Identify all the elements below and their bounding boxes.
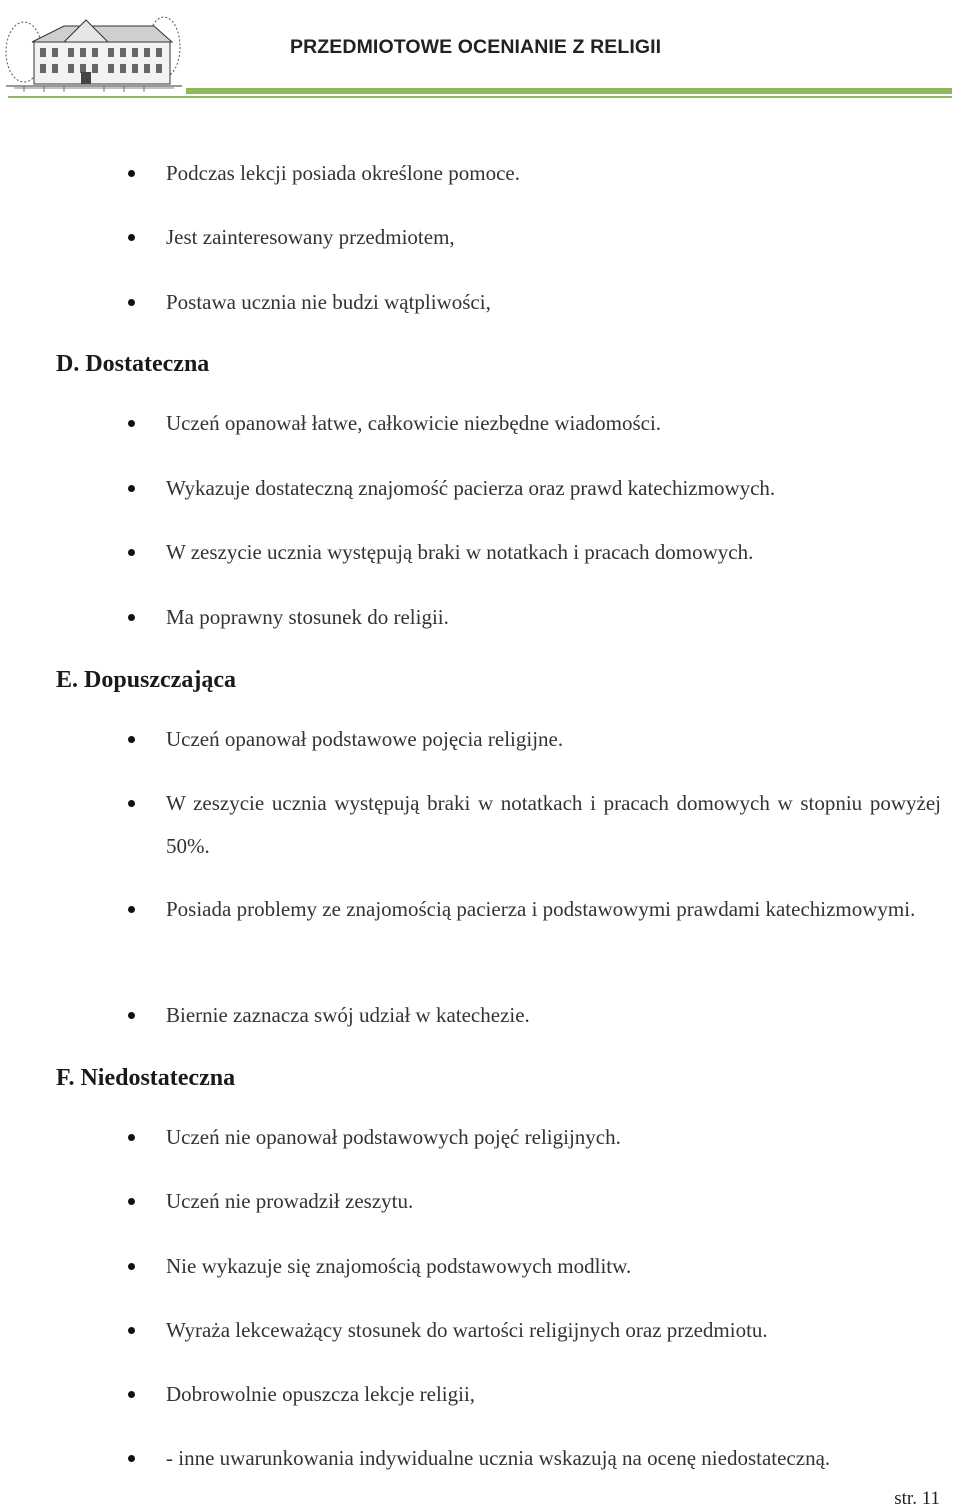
list-item: Uczeń nie prowadził zeszytu. <box>166 1180 941 1223</box>
list-item: W zeszycie ucznia występują braki w notatkach i pracach domowych. <box>166 531 941 574</box>
school-building-logo-icon <box>4 2 184 94</box>
page-header <box>0 0 960 100</box>
list-item: Uczeń opanował łatwe, całkowicie niezbędne wiadomości. <box>166 402 941 445</box>
list-item: Jest zainteresowany przedmiotem, <box>166 216 941 259</box>
list-item: Uczeń nie opanował podstawowych pojęć religijnych. <box>166 1116 941 1159</box>
list-item: Posiada problemy ze znajomością pacierza i podstawowymi prawdami katechizmowymi. <box>166 888 941 931</box>
list-item: Nie wykazuje się znajomością podstawowych modlitw. <box>166 1245 941 1288</box>
list-item: Wyraża lekceważący stosunek do wartości religijnych oraz przedmiotu. <box>166 1309 941 1352</box>
header-rule-line <box>8 96 952 98</box>
list-item: Wykazuje dostateczną znajomość pacierza oraz prawd katechizmowych. <box>166 467 941 510</box>
list-item: Uczeń opanował podstawowe pojęcia religijne. <box>166 718 941 761</box>
section-heading-niedostateczna: F. Niedostateczna <box>56 1065 236 1091</box>
document-title: PRZEDMIOTOWE OCENIANIE Z RELIGII <box>290 36 662 58</box>
list-item: - inne uwarunkowania indywidualne ucznia wskazują na ocenę niedostateczną. <box>166 1437 941 1480</box>
list-item: Dobrowolnie opuszcza lekcje religii, <box>166 1373 941 1416</box>
list-item: W zeszycie ucznia występują braki w notatkach i pracach domowych w stopniu powyżej 50%. <box>166 782 941 868</box>
header-rule <box>186 88 952 94</box>
list-item: Postawa ucznia nie budzi wątpliwości, <box>166 281 941 324</box>
list-item: Ma poprawny stosunek do religii. <box>166 596 941 639</box>
section-heading-dostateczna: D. Dostateczna <box>56 351 210 377</box>
page-number: str. 11 <box>894 1488 940 1509</box>
list-item: Podczas lekcji posiada określone pomoce. <box>166 152 941 195</box>
section-heading-dopuszczajaca: E. Dopuszczająca <box>56 667 236 693</box>
list-item: Biernie zaznacza swój udział w katechezie. <box>166 994 941 1037</box>
